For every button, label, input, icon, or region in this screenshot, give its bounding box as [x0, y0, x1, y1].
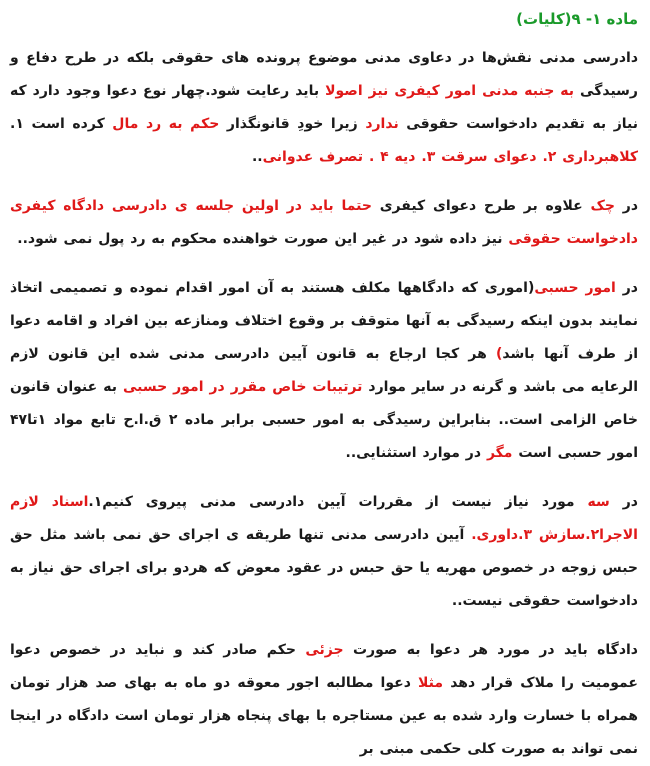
highlighted-text: حتما باید در اولین جلسه ی دادرسی دادگاه کیفری دادخواست حقوقی [10, 198, 638, 247]
body-text: دادگاه باید در مورد هر دعوا به صورت [343, 642, 638, 658]
highlighted-text: ) [496, 346, 503, 362]
paragraph-1 [10, 42, 638, 174]
highlighted-text: به جنبه مدنی امور کیفری نیز اصولا [325, 83, 575, 99]
body-text: هر کجا ارجاع به قانون آیین دادرسی مدنی شده این قانون لازم الرعایه می باشد و گرنه در سایر موارد [10, 346, 638, 395]
body-text: در [614, 198, 639, 214]
highlighted-text: ترتیبات خاص مقرر در امور حسبی [122, 379, 363, 395]
body-text: به عنوان قانون خاص الزامی است.. بنابراین رسیدگی به امور حسبی برابر ماده ۲ ق.ا.ح تابع مواد ۱تا۴۷ امور حسبی است [10, 379, 638, 461]
highlighted-text: کلاهبرداری ۲. دعوای سرقت ۳. دیه ۴ . تصرف عدوانی [262, 149, 638, 165]
body-text: کرده است ۱. [10, 116, 113, 132]
highlighted-text: جزئی [305, 642, 344, 658]
highlighted-text: حکم به رد مال [112, 116, 220, 132]
body-text: دعوا مطالبه اجور معوقه دو ماه به بهای صد هزار تومان همراه با خسارت وارد شده به عین مستاجره با بهای پنجاه هزار تومان است دادگاه در اینجا نمی تواند به صورت کلی حکمی مبنی بر [10, 675, 638, 757]
document-body [10, 42, 638, 766]
highlighted-text: امور حسبی [534, 280, 616, 296]
body-text: .. [251, 149, 263, 165]
paragraph-3 [10, 272, 638, 470]
highlighted-text: مگر [486, 445, 513, 461]
body-text: دادرسی مدنی نقش‌ها در دعاوی مدنی موضوع پرونده های حقوقی بلکه در طرح دفاع و رسیدگی [10, 50, 638, 99]
body-text: حکم صادر کند و نباید در خصوص دعوا عمومیت را ملاک قرار دهد [10, 642, 638, 691]
body-text: زیرا خودِ قانونگذار [219, 116, 366, 132]
body-text: (اموری که دادگاهها مکلف هستند به آن امور اقدام نموده و تصمیمی اتخاذ نمایند بدون اینکه رسیدگی به آنها متوقف بر وقوع اختلاف ومنازعه بین افراد و اقامه دعوا از طرف آنها باشد [10, 280, 638, 362]
body-text: در [615, 280, 638, 296]
highlighted-text: چک [590, 198, 615, 214]
page-title: ماده ۱- ۹(کلیات) [516, 10, 638, 28]
body-text: در موارد استثنایی.. [345, 445, 487, 461]
paragraph-2 [10, 190, 638, 256]
body-text: در [609, 494, 638, 510]
paragraph-4 [10, 486, 638, 618]
body-text: علاوه بر طرح دعوای کیفری [371, 198, 591, 214]
paragraph-5 [10, 634, 638, 766]
highlighted-text: سه [587, 494, 610, 510]
highlighted-text: اسناد لازم الاجرا۲.سازش ۳.داوری. [10, 494, 638, 543]
body-text: مورد نیاز نیست از مقررات آیین دادرسی مدنی پیروی کنیم۱. [88, 494, 588, 510]
body-text: آیین دادرسی مدنی تنها طریقه ی اجرای حق نمی باشد مثل حق حبس زوجه در خصوص مهریه یا حق حبس در عقود معوض که هردو برای اجرای حق نیاز به دادخواست حقوقی نیست.. [10, 527, 638, 609]
highlighted-text: مثلا [418, 675, 444, 691]
body-text: نیز داده شود در غیر این صورت خواهنده محکوم به رد پول نمی شود.. [17, 231, 509, 247]
highlighted-text: ندارد [365, 116, 399, 132]
body-text: باید رعایت شود.چهار نوع دعوا وجود دارد که نیاز به تقدیم دادخواست حقوقی [10, 83, 638, 132]
